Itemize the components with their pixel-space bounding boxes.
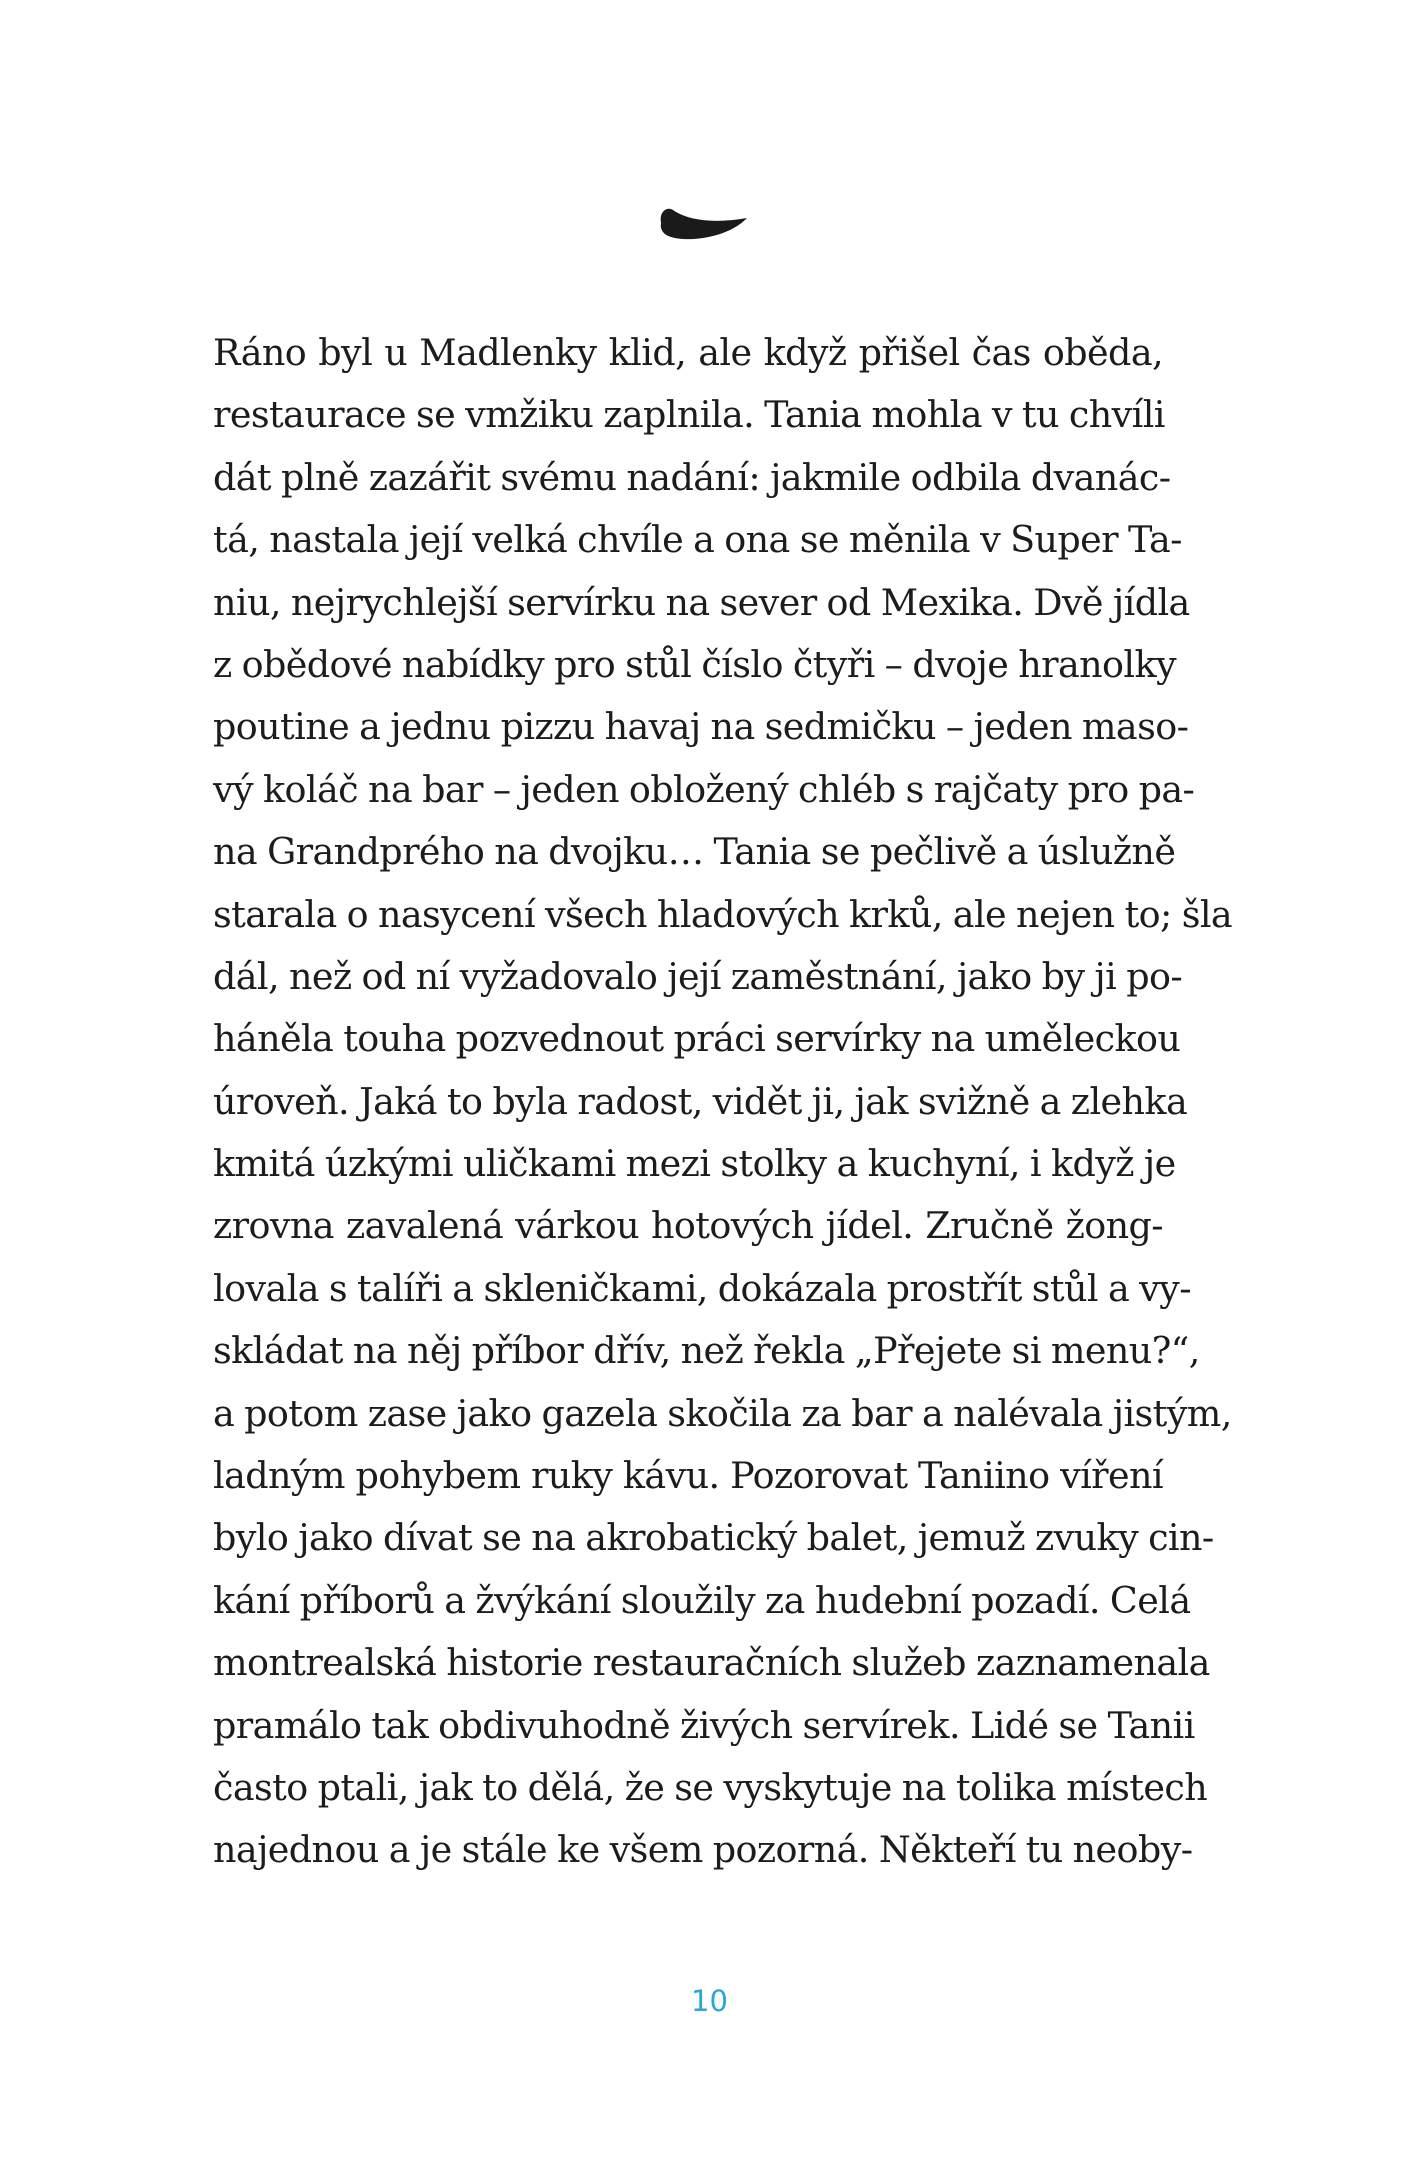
- text-line: často ptali, jak to dělá, že se vyskytuje na tolika místech: [213, 1765, 1208, 1809]
- text-line: vý koláč na bar – jeden obložený chléb s rajčaty pro pa-: [213, 767, 1195, 811]
- text-line: a potom zase jako gazela skočila za bar a nalévala jistým,: [213, 1391, 1232, 1435]
- text-line: zrovna zavalená várkou hotových jídel. Zručně žong-: [213, 1204, 1163, 1248]
- text-line: na Grandprého na dvojku… Tania se pečlivě a úslužně: [213, 830, 1176, 874]
- text-line: dál, než od ní vyžadovalo její zaměstnání, jako by ji po-: [213, 954, 1183, 998]
- text-line: háněla touha pozvednout práci servírky na uměleckou: [213, 1017, 1181, 1061]
- text-line: ladným pohybem ruky kávu. Pozorovat Taniino víření: [213, 1454, 1163, 1498]
- text-line: z obědové nabídky pro stůl číslo čtyři – dvoje hranolky: [213, 642, 1177, 686]
- text-line: úroveň. Jaká to byla radost, vidět ji, jak svižně a zlehka: [213, 1079, 1188, 1123]
- page-number: 10: [691, 1984, 728, 2018]
- ink-brushstroke-icon: [655, 200, 755, 260]
- text-line: starala o nasycení všech hladových krků, ale nejen to; šla: [213, 892, 1233, 936]
- text-line: najednou a je stále ke všem pozorná. Někteří tu neoby-: [213, 1828, 1193, 1872]
- text-line: pramálo tak obdivuhodně živých servírek. Lidé se Tanii: [213, 1703, 1195, 1747]
- text-line: kmitá úzkými uličkami mezi stolky a kuchyní, i když je: [213, 1142, 1176, 1186]
- text-line: poutine a jednu pizzu havaj na sedmičku – jeden maso-: [213, 705, 1189, 749]
- body-text: [213, 322, 1233, 1882]
- text-line: bylo jako dívat se na akrobatický balet, jemuž zvuky cin-: [213, 1516, 1214, 1560]
- text-line: skládat na něj příbor dřív, než řekla „Přejete si menu?“,: [213, 1329, 1200, 1373]
- text-line: dát plně zazářit svému nadání: jakmile odbila dvanác-: [213, 455, 1171, 499]
- text-line: restaurace se vmžiku zaplnila. Tania mohla v tu chvíli: [213, 393, 1165, 437]
- text-line: niu, nejrychlejší servírku na sever od Mexika. Dvě jídla: [213, 580, 1190, 624]
- text-line: lovala s talíři a skleničkami, dokázala prostřít stůl a vy-: [213, 1266, 1191, 1310]
- text-line: Ráno byl u Madlenky klid, ale když přišel čas oběda,: [213, 331, 1163, 374]
- text-line: montrealská historie restauračních služeb zaznamenala: [213, 1641, 1210, 1685]
- brushstroke-shape: [661, 209, 747, 239]
- text-line: kání příborů a žvýkání sloužily za hudební pozadí. Celá: [213, 1578, 1191, 1622]
- text-line: tá, nastala její velká chvíle a ona se měnila v Super Ta-: [213, 518, 1182, 562]
